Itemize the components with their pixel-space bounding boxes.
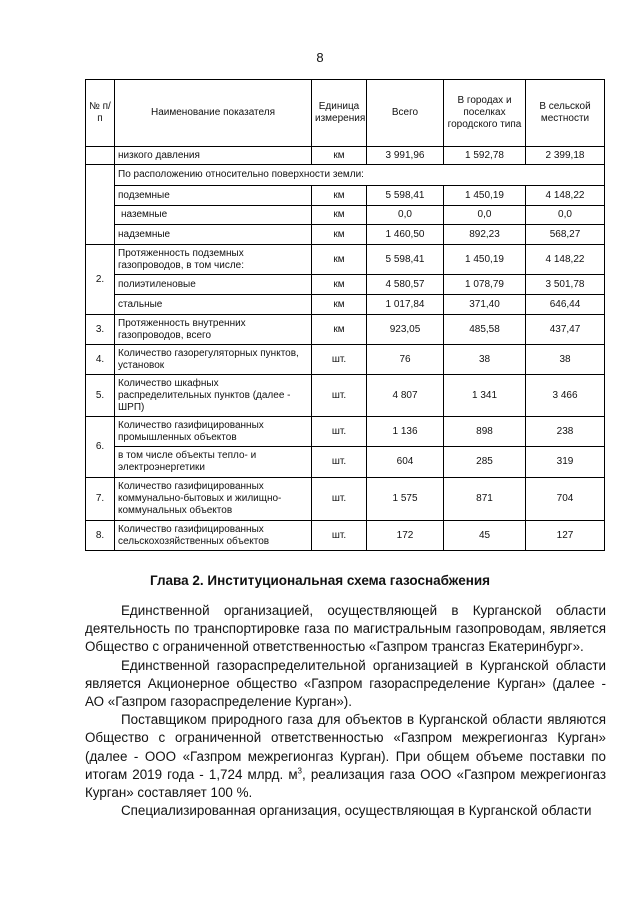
row-name: Количество газифицированных коммунально-бытовых и жилищно-коммунальных объектов	[115, 478, 312, 521]
row-rural: 4 148,22	[526, 186, 605, 206]
row-rural: 0,0	[526, 206, 605, 225]
row-rural: 319	[526, 447, 605, 478]
row-rural: 127	[526, 521, 605, 551]
row-unit: шт.	[312, 375, 367, 417]
row-rural: 4 148,22	[526, 245, 605, 275]
row-total: 1 575	[367, 478, 444, 521]
paragraph: Единственной организацией, осуществляющей в Курганской области деятельность по транспортировке газа по магистральным газопроводам, является Общество с ограниченной ответственностью «Газпром трансгаз Екатеринбург».	[85, 603, 606, 655]
row-total: 1 460,50	[367, 225, 444, 245]
table-row	[86, 165, 605, 186]
table-row	[86, 275, 605, 295]
row-section-label: По расположению относительно поверхности земли:	[115, 165, 605, 186]
row-name: Количество газифицированных промышленных объектов	[115, 417, 312, 447]
row-total: 5 598,41	[367, 186, 444, 206]
table-row	[86, 295, 605, 315]
row-urban: 0,0	[444, 206, 526, 225]
row-unit: км	[312, 315, 367, 345]
table-row	[86, 345, 605, 375]
row-urban: 1 450,19	[444, 186, 526, 206]
row-unit: км	[312, 206, 367, 225]
row-num: 4.	[86, 345, 115, 375]
row-unit: км	[312, 147, 367, 165]
row-urban: 898	[444, 417, 526, 447]
row-unit: км	[312, 245, 367, 275]
row-unit: км	[312, 186, 367, 206]
row-num	[86, 165, 115, 245]
table-row	[86, 478, 605, 521]
header-total: Всего	[367, 80, 444, 147]
paragraph	[85, 711, 606, 802]
gas-supply-table	[85, 79, 605, 551]
row-urban: 371,40	[444, 295, 526, 315]
header-unit: Единица измерения	[312, 80, 367, 147]
row-name: Количество шкафных распределительных пунктов (далее - ШРП)	[115, 375, 312, 417]
chapter-title: Глава 2. Институциональная схема газоснабжения	[149, 573, 491, 588]
row-name: стальные	[115, 295, 312, 315]
row-num: 5.	[86, 375, 115, 417]
row-urban: 1 341	[444, 375, 526, 417]
row-urban: 871	[444, 478, 526, 521]
row-num: 3.	[86, 315, 115, 345]
table-row	[86, 147, 605, 165]
paragraph: Единственной газораспределительной организацией в Курганской области является Акционерное общество «Газпром газораспределение Курган» (далее - АО «Газпром газораспределение Курган»).	[85, 657, 606, 710]
row-num	[86, 147, 115, 165]
row-total: 4 580,57	[367, 275, 444, 295]
header-name: Наименование показателя	[115, 80, 312, 147]
table-row	[86, 447, 605, 478]
paragraph-part: , реализация газа ООО «Газпром межрегионгаз Курган» составляет 100 %.	[85, 766, 606, 801]
header-num: № п/п	[86, 80, 115, 147]
table-row	[86, 375, 605, 417]
table-row	[86, 225, 605, 245]
row-urban: 485,58	[444, 315, 526, 345]
row-rural: 38	[526, 345, 605, 375]
table-row	[86, 417, 605, 447]
row-total: 1 017,84	[367, 295, 444, 315]
row-rural: 3 466	[526, 375, 605, 417]
row-rural: 704	[526, 478, 605, 521]
table-row	[86, 521, 605, 551]
row-name: надземные	[115, 225, 312, 245]
row-rural: 238	[526, 417, 605, 447]
row-urban: 892,23	[444, 225, 526, 245]
table-row	[86, 315, 605, 345]
row-num: 2.	[86, 245, 115, 315]
row-total: 1 136	[367, 417, 444, 447]
row-name: подземные	[115, 186, 312, 206]
body-text	[85, 602, 606, 820]
row-unit: шт.	[312, 345, 367, 375]
row-unit: км	[312, 225, 367, 245]
row-unit: км	[312, 295, 367, 315]
row-rural: 3 501,78	[526, 275, 605, 295]
table-row	[86, 186, 605, 206]
row-unit: км	[312, 275, 367, 295]
row-name: Протяженность подземных газопроводов, в том числе:	[115, 245, 312, 275]
row-total: 3 991,96	[367, 147, 444, 165]
paragraph: Специализированная организация, осуществляющая в Курганской области	[121, 803, 592, 819]
row-num: 7.	[86, 478, 115, 521]
row-rural: 646,44	[526, 295, 605, 315]
row-urban: 1 450,19	[444, 245, 526, 275]
row-rural: 568,27	[526, 225, 605, 245]
row-name: Количество газорегуляторных пунктов, установок	[115, 345, 312, 375]
row-total: 76	[367, 345, 444, 375]
paragraph-part: Поставщиком природного газа для объектов в Курганской области являются Общество с ограниченной ответственностью «Газпром межрегионгаз Курган» (далее - ООО «Газпром межрегионгаз Курган). При общем объеме поставки по итогам 2019 года - 1,724 млрд. м	[85, 712, 606, 782]
row-total: 604	[367, 447, 444, 478]
page-number: 8	[316, 50, 324, 65]
row-unit: шт.	[312, 417, 367, 447]
row-name: Количество газифицированных сельскохозяйственных объектов	[115, 521, 312, 551]
row-name: низкого давления	[115, 147, 312, 165]
row-total: 0,0	[367, 206, 444, 225]
row-name: наземные	[115, 206, 312, 225]
row-total: 172	[367, 521, 444, 551]
row-name: Протяженность внутренних газопроводов, всего	[115, 315, 312, 345]
row-unit: шт.	[312, 447, 367, 478]
header-urban: В городах и поселках городского типа	[444, 80, 526, 147]
row-total: 5 598,41	[367, 245, 444, 275]
row-rural: 2 399,18	[526, 147, 605, 165]
row-urban: 45	[444, 521, 526, 551]
row-name: полиэтиленовые	[115, 275, 312, 295]
superscript: 3	[297, 766, 302, 776]
row-unit: шт.	[312, 521, 367, 551]
row-urban: 285	[444, 447, 526, 478]
row-total: 4 807	[367, 375, 444, 417]
row-num: 8.	[86, 521, 115, 551]
row-unit: шт.	[312, 478, 367, 521]
row-num: 6.	[86, 417, 115, 478]
row-rural: 437,47	[526, 315, 605, 345]
row-urban: 1 078,79	[444, 275, 526, 295]
row-urban: 38	[444, 345, 526, 375]
row-name: в том числе объекты тепло- и электроэнергетики	[115, 447, 312, 478]
table-row	[86, 245, 605, 275]
row-total: 923,05	[367, 315, 444, 345]
table-row	[86, 206, 605, 225]
header-rural: В сельской местности	[526, 80, 605, 147]
row-urban: 1 592,78	[444, 147, 526, 165]
